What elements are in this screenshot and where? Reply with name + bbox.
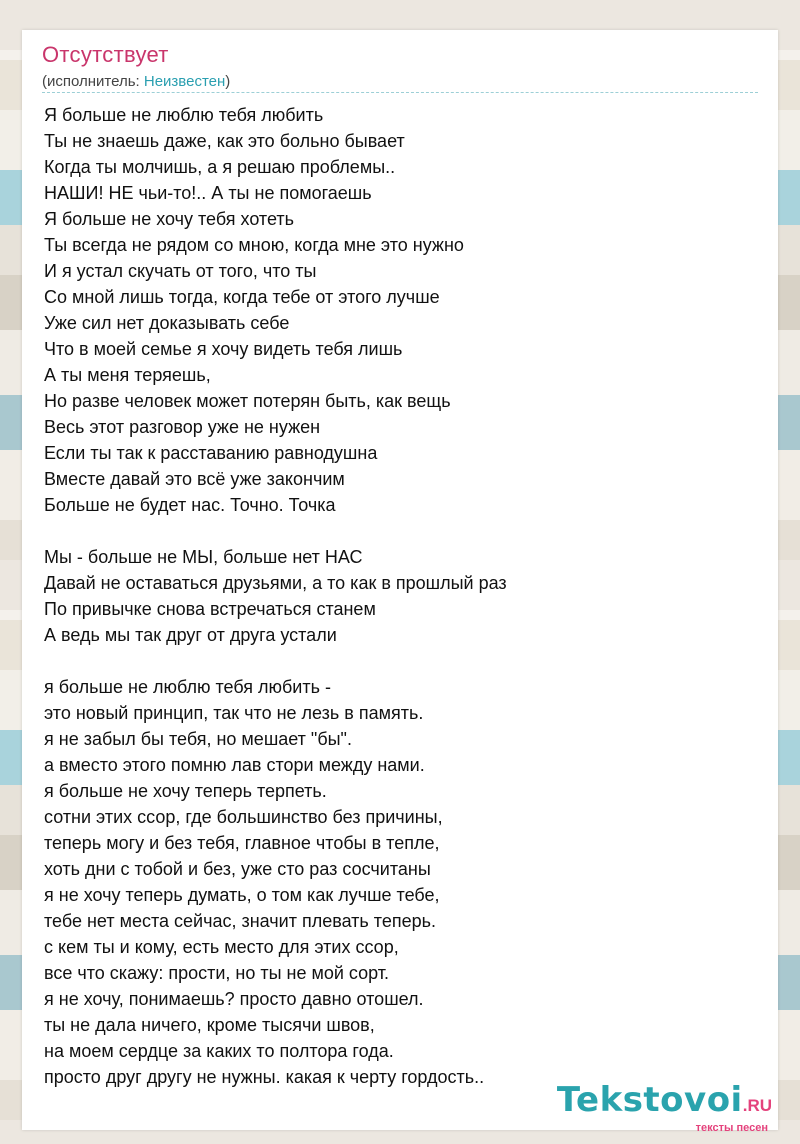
stanza-1 — [44, 102, 764, 518]
lyric-line: сотни этих ссор, где большинство без причины, — [44, 807, 443, 827]
lyric-line: Я больше не хочу тебя хотеть — [44, 209, 295, 229]
lyric-line: По привычке снова встречаться станем — [44, 599, 376, 619]
lyric-line: Больше не будет нас. Точно. Точка — [44, 495, 336, 515]
lyric-line: все что скажу: прости, но ты не мой сорт. — [44, 963, 390, 983]
stanza-2 — [44, 544, 764, 648]
artist-line — [42, 73, 230, 90]
lyric-line: Давай не оставаться друзьями, а то как в прошлый раз — [44, 573, 507, 593]
lyric-line: Уже сил нет доказывать себе — [44, 313, 290, 333]
lyric-line: Если ты так к расставанию равнодушна — [44, 443, 378, 463]
lyric-line: это новый принцип, так что не лезь в память. — [44, 703, 424, 723]
title-divider — [42, 92, 758, 93]
artist-prefix: (исполнитель: — [42, 73, 144, 90]
lyric-line: я не хочу, понимаешь? просто давно отошел. — [44, 989, 424, 1009]
site-logo[interactable] — [557, 1080, 772, 1120]
lyrics-text — [44, 102, 764, 1090]
stanza-gap — [44, 648, 764, 674]
lyric-line: Мы - больше не МЫ, больше нет НАС — [44, 547, 363, 567]
lyric-line: я не забыл бы тебя, но мешает "бы". — [44, 729, 352, 749]
logo-tagline: тексты песен — [695, 1122, 768, 1134]
artist-suffix: ) — [225, 73, 231, 90]
lyric-line: просто друг другу не нужны. какая к черту гордость.. — [44, 1067, 485, 1087]
lyric-line: тебе нет места сейчас, значит плевать теперь. — [44, 911, 437, 931]
lyric-line: хоть дни с тобой и без, уже сто раз сосчитаны — [44, 859, 431, 879]
lyric-line: Со мной лишь тогда, когда тебе от этого лучше — [44, 287, 440, 307]
lyric-line: теперь могу и без тебя, главное чтобы в тепле, — [44, 833, 440, 853]
lyric-line: с кем ты и кому, есть место для этих ссор, — [44, 937, 399, 957]
stanza-gap — [44, 518, 764, 544]
artist-link[interactable]: Неизвестен — [143, 73, 226, 90]
lyric-line: а вместо этого помню лав стори между нами. — [44, 755, 425, 775]
lyric-line: Но разве человек может потерян быть, как вещь — [44, 391, 451, 411]
lyric-line: Вместе давай это всё уже закончим — [44, 469, 345, 489]
logo-tld: .RU — [742, 1096, 772, 1115]
lyric-line: А ты меня теряешь, — [44, 365, 211, 385]
lyric-line: я больше не люблю тебя любить - — [44, 677, 331, 697]
lyric-line: на моем сердце за каких то полтора года. — [44, 1041, 394, 1061]
lyric-line: НАШИ! НЕ чьи-то!.. А ты не помогаешь — [44, 183, 372, 203]
lyric-line: я не хочу теперь думать, о том как лучше тебе, — [44, 885, 440, 905]
lyric-line: ты не дала ничего, кроме тысячи швов, — [44, 1015, 375, 1035]
lyric-line: Я больше не люблю тебя любить — [44, 105, 324, 125]
lyric-line: Что в моей семье я хочу видеть тебя лишь — [44, 339, 403, 359]
lyric-line: Ты всегда не рядом со мною, когда мне это нужно — [44, 235, 464, 255]
lyric-line: Когда ты молчишь, а я решаю проблемы.. — [44, 157, 396, 177]
lyric-line: И я устал скучать от того, что ты — [44, 261, 317, 281]
lyric-line: Ты не знаешь даже, как это больно бывает — [44, 131, 405, 151]
lyric-line: я больше не хочу теперь терпеть. — [44, 781, 327, 801]
stanza-3 — [44, 674, 764, 1090]
logo-wordmark: Tekstovoi — [556, 1080, 743, 1120]
lyric-line: А ведь мы так друг от друга устали — [44, 625, 337, 645]
song-title: Отсутствует — [42, 42, 169, 67]
lyric-line: Весь этот разговор уже не нужен — [44, 417, 321, 437]
